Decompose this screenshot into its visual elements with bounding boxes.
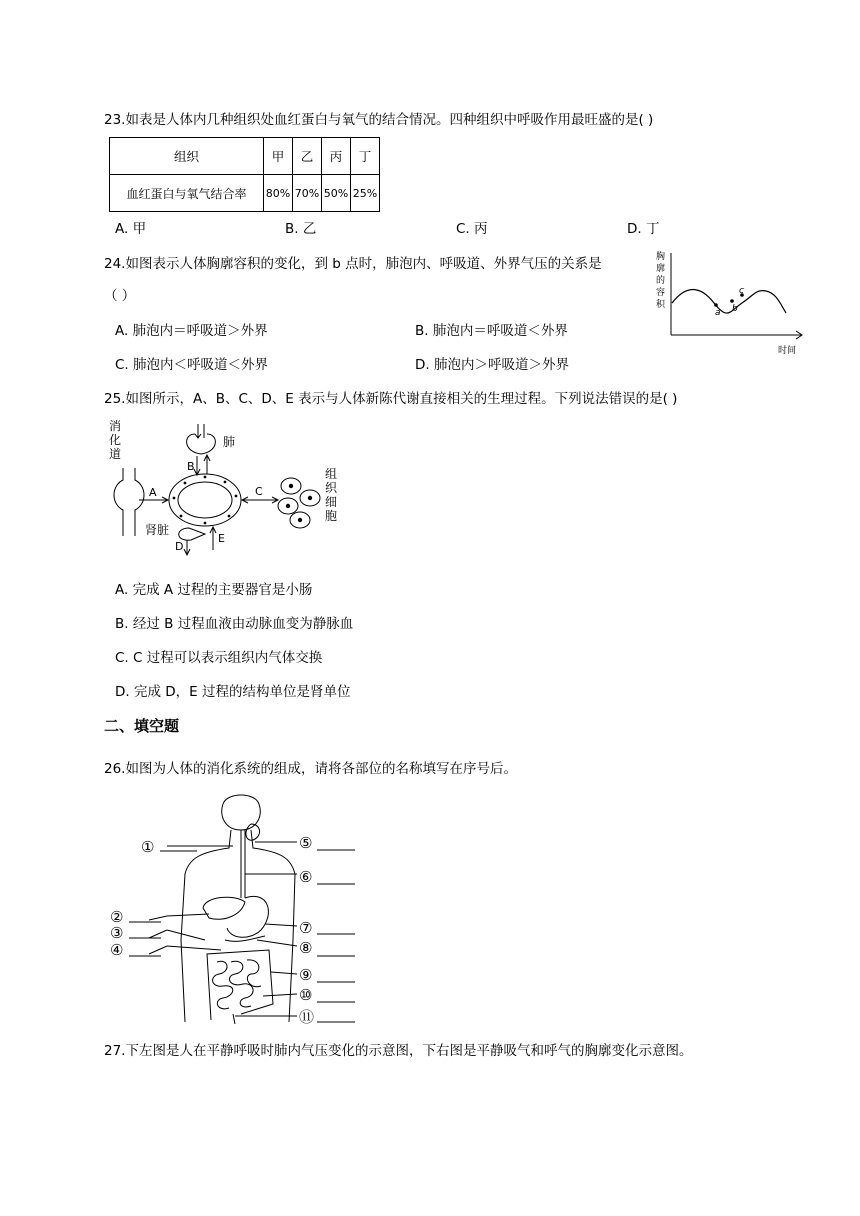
y-label-char: 廓 — [656, 264, 666, 274]
q27-stem: 27.下左图是人在平静呼吸时肺内气压变化的示意图，下右图是平静吸气和呼气的胸廓变化示意图。 — [104, 1043, 693, 1059]
q23-option-d[interactable]: D. 丁 — [627, 221, 660, 237]
q23-option-a[interactable]: A. 甲 — [115, 221, 147, 237]
digestive-label: 消 — [109, 419, 122, 433]
mark-4: ④ — [110, 941, 124, 959]
table-cell: 血红蛋白与氧气结合率 — [110, 175, 264, 212]
q25-metabolism-figure — [105, 416, 350, 556]
table-cell: 乙 — [293, 138, 322, 175]
digestive-label: 化 — [109, 433, 122, 447]
label-d: D — [175, 540, 184, 553]
point-c-label: c — [739, 286, 744, 296]
anus — [233, 1014, 235, 1024]
mark-11: ⑪ — [299, 1008, 315, 1026]
digestive-label: 道 — [109, 447, 122, 461]
q26-digestive-figure — [105, 790, 365, 1030]
mark-7: ⑦ — [299, 919, 313, 937]
table-cell: 25% — [351, 175, 380, 212]
q24-volume-figure — [650, 245, 808, 357]
digestive-tract — [114, 468, 144, 536]
volume-curve — [672, 290, 786, 314]
liver — [203, 897, 245, 919]
label-c: C — [255, 485, 263, 498]
label-b: B — [187, 460, 195, 473]
point-b — [730, 299, 734, 303]
table-cell: 组织 — [110, 138, 264, 175]
tissue-label: 组 — [325, 467, 338, 481]
q25-option-b[interactable]: B. 经过 B 过程血液由动脉血变为静脉血 — [115, 616, 354, 632]
q24-option-b[interactable]: B. 肺泡内＝呼吸道＜外界 — [415, 323, 568, 339]
y-label-char: 积 — [656, 300, 666, 310]
lung-label: 肺 — [223, 435, 236, 449]
kidney-label: 肾脏 — [145, 523, 170, 537]
q25-option-a[interactable]: A. 完成 A 过程的主要器官是小肠 — [115, 582, 313, 598]
table-cell: 丁 — [351, 138, 380, 175]
point-b-label: b — [732, 304, 738, 314]
label-e: E — [218, 532, 225, 545]
q23-option-b[interactable]: B. 乙 — [285, 221, 317, 237]
q24-option-a[interactable]: A. 肺泡内＝呼吸道＞外界 — [115, 323, 268, 339]
mark-6: ⑥ — [299, 868, 313, 886]
tissue-label: 胞 — [325, 509, 338, 523]
x-axis-label: 时间 — [778, 346, 797, 356]
mark-9: ⑨ — [299, 966, 313, 984]
q24-paren: （ ） — [104, 288, 136, 304]
table-cell: 50% — [322, 175, 351, 212]
q24-option-c[interactable]: C. 肺泡内＜呼吸道＜外界 — [115, 357, 269, 373]
q25-stem: 25.如图所示，A、B、C、D、E 表示与人体新陈代谢直接相关的生理过程。下列说法错误的是( ) — [104, 391, 678, 407]
mark-2: ② — [110, 908, 124, 926]
q23-option-c[interactable]: C. 丙 — [456, 221, 488, 237]
tissue-label: 织 — [325, 481, 338, 495]
mark-10: ⑩ — [299, 986, 313, 1004]
blood-ring-inner — [178, 482, 232, 518]
stomach — [227, 896, 268, 937]
table-cell: 丙 — [322, 138, 351, 175]
y-label-char: 胸 — [656, 252, 666, 262]
mark-3: ③ — [110, 924, 124, 942]
q25-option-c[interactable]: C. C 过程可以表示组织内气体交换 — [115, 650, 323, 666]
section-title: 二、填空题 — [104, 717, 180, 735]
table-cell: 甲 — [264, 138, 293, 175]
mark-8: ⑧ — [299, 939, 313, 957]
lung-icon — [187, 434, 216, 454]
point-a — [714, 303, 718, 307]
table-cell: 80% — [264, 175, 293, 212]
body-outline — [181, 795, 295, 1022]
small-intestine — [213, 960, 261, 1009]
label-a: A — [149, 486, 157, 499]
q24-stem: 24.如图表示人体胸廓容积的变化，到 b 点时，肺泡内、呼吸道、外界气压的关系是 — [104, 256, 602, 272]
esophagus — [241, 830, 245, 898]
q26-stem: 26.如图为人体的消化系统的组成，请将各部位的名称填写在序号后。 — [104, 761, 517, 777]
table-row — [110, 175, 380, 212]
mark-1: ① — [141, 838, 155, 856]
y-label-char: 容 — [656, 288, 666, 298]
kidney-icon — [179, 528, 205, 540]
q23-stem: 23.如表是人体内几种组织处血红蛋白与氧气的结合情况。四种组织中呼吸作用最旺盛的是( ) — [104, 112, 654, 128]
tissue-label: 细 — [325, 495, 338, 509]
q24-option-d[interactable]: D. 肺泡内＞呼吸道＞外界 — [415, 357, 569, 373]
table-row — [110, 138, 380, 175]
q23-table — [109, 137, 380, 212]
y-label-char: 的 — [656, 276, 666, 286]
q25-option-d[interactable]: D. 完成 D，E 过程的结构单位是肾单位 — [115, 684, 351, 700]
mark-5: ⑤ — [299, 834, 313, 852]
point-a-label: a — [715, 308, 721, 318]
table-cell: 70% — [293, 175, 322, 212]
